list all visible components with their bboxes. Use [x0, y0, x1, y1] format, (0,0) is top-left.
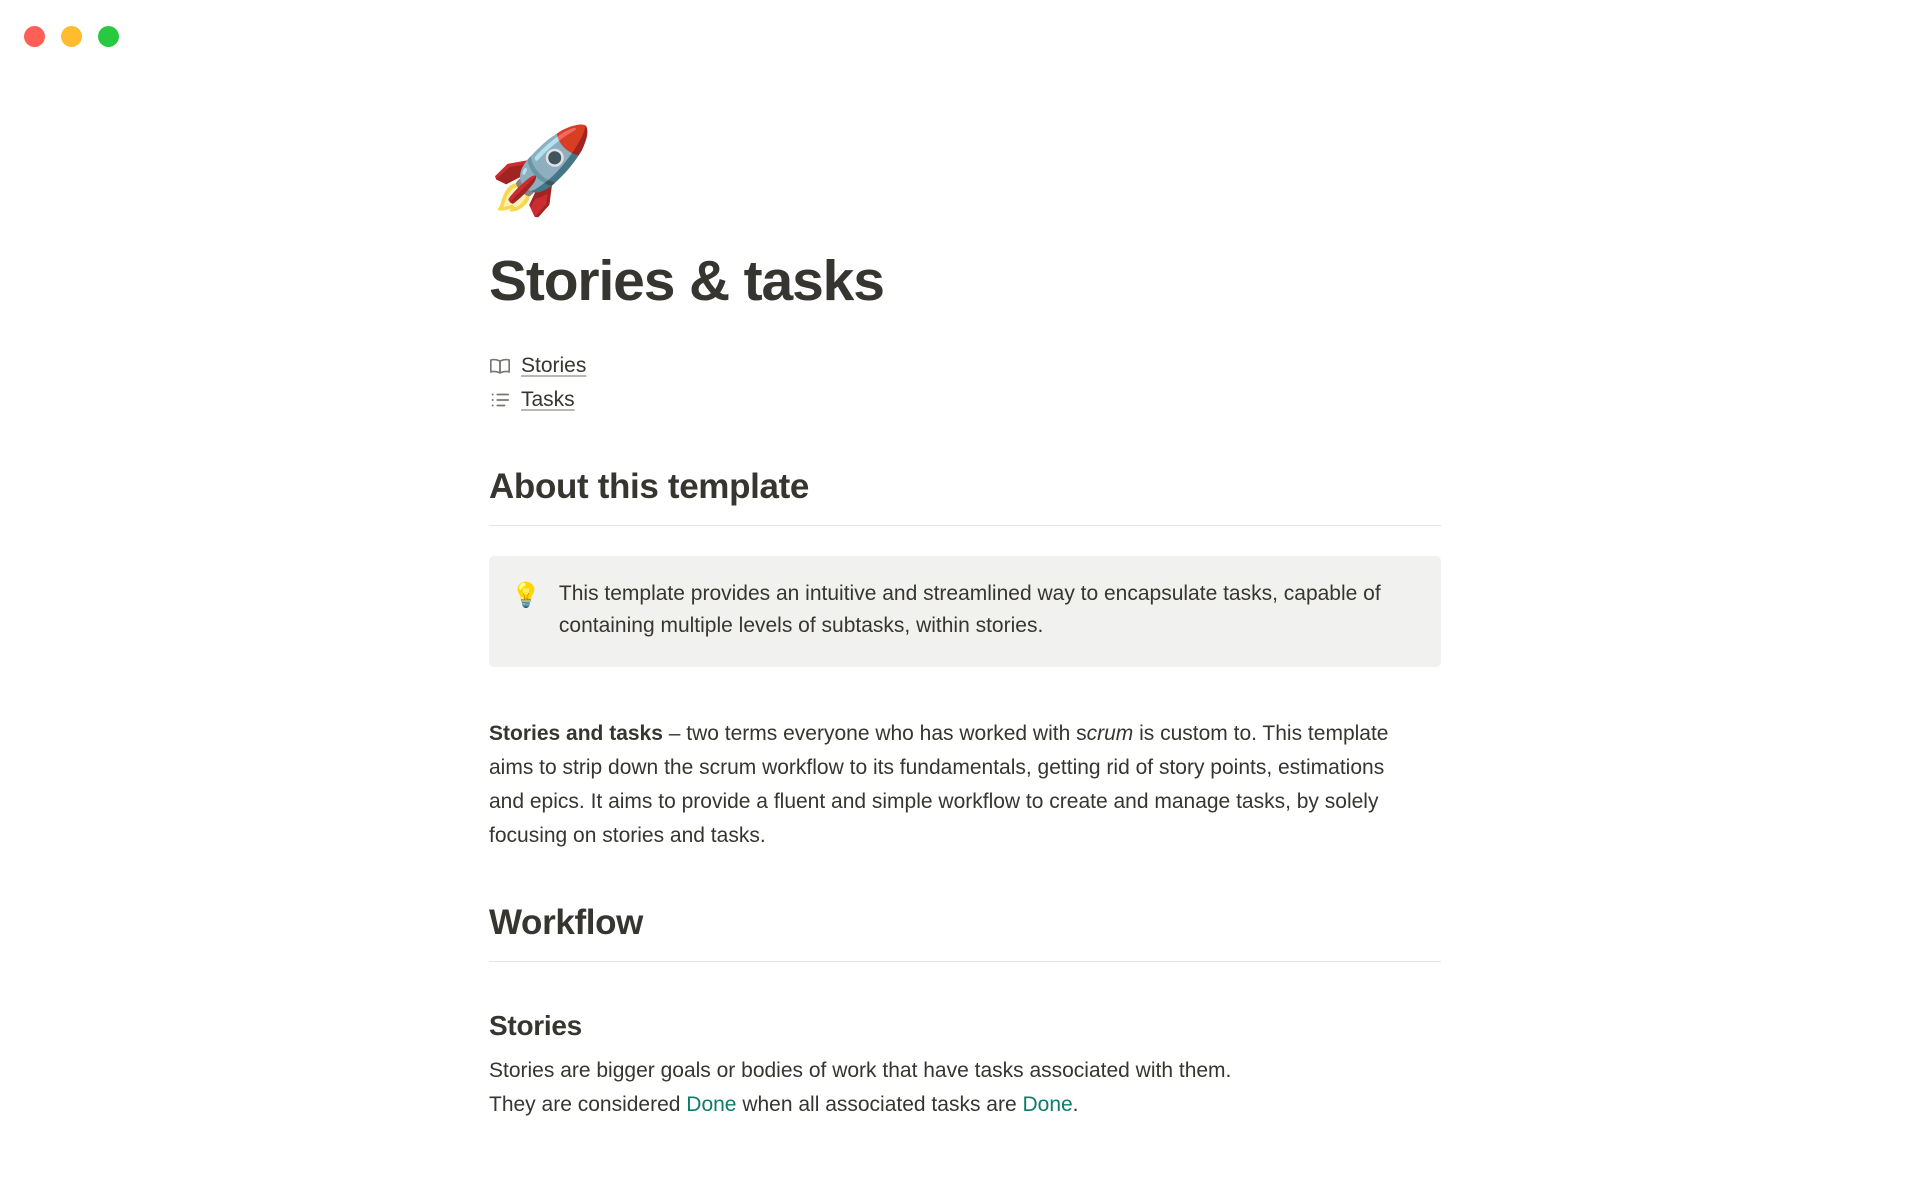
- document-content: [489, 120, 1441, 1122]
- stories-line-2-mid: when all associated tasks are: [736, 1092, 1023, 1116]
- status-badge-done: Done: [686, 1092, 737, 1116]
- page-link-stories[interactable]: [489, 349, 1441, 383]
- light-bulb-icon: 💡: [511, 581, 541, 609]
- callout-about-template: [489, 556, 1441, 667]
- bulleted-list-icon: [489, 389, 511, 411]
- page-link-label: Stories: [521, 353, 587, 377]
- callout-text: This template provides an intuitive and streamlined way to encapsulate tasks, capable of containing multiple levels of subtasks, within stories.: [558, 581, 1381, 638]
- section-heading-workflow: Workflow: [489, 902, 644, 942]
- about-paragraph: [489, 717, 1419, 853]
- page-icon-emoji[interactable]: 🚀: [489, 123, 594, 217]
- stories-line-1: Stories are bigger goals or bodies of work that have tasks associated with them.: [489, 1058, 1232, 1082]
- page-title: Stories & tasks: [489, 249, 884, 313]
- paragraph-rest: is custom to. This template aims to strip down the scrum workflow to its fundamentals, getting rid of story points, estimations and epics. It aims to provide a fluent and simple workflow to create and manage tasks, by solely focusing on stories and tasks.: [489, 721, 1389, 847]
- stories-line-2-pre: They are considered: [489, 1092, 687, 1116]
- divider: [489, 525, 1441, 526]
- paragraph-after-lead: – two terms everyone who has worked with s: [662, 721, 1087, 745]
- paragraph-lead-bold: Stories and tasks: [489, 721, 663, 745]
- divider: [489, 961, 1441, 962]
- page-link-tasks[interactable]: [489, 383, 1441, 417]
- open-book-icon: [489, 355, 511, 377]
- stories-paragraph: [489, 1054, 1419, 1122]
- subsection-heading-stories: Stories: [489, 1009, 582, 1041]
- section-heading-about: About this template: [489, 466, 810, 506]
- stories-line-2-end: .: [1072, 1092, 1079, 1116]
- page-link-label: Tasks: [521, 387, 575, 411]
- paragraph-italic-word: crum: [1086, 721, 1134, 745]
- status-badge-done: Done: [1022, 1092, 1073, 1116]
